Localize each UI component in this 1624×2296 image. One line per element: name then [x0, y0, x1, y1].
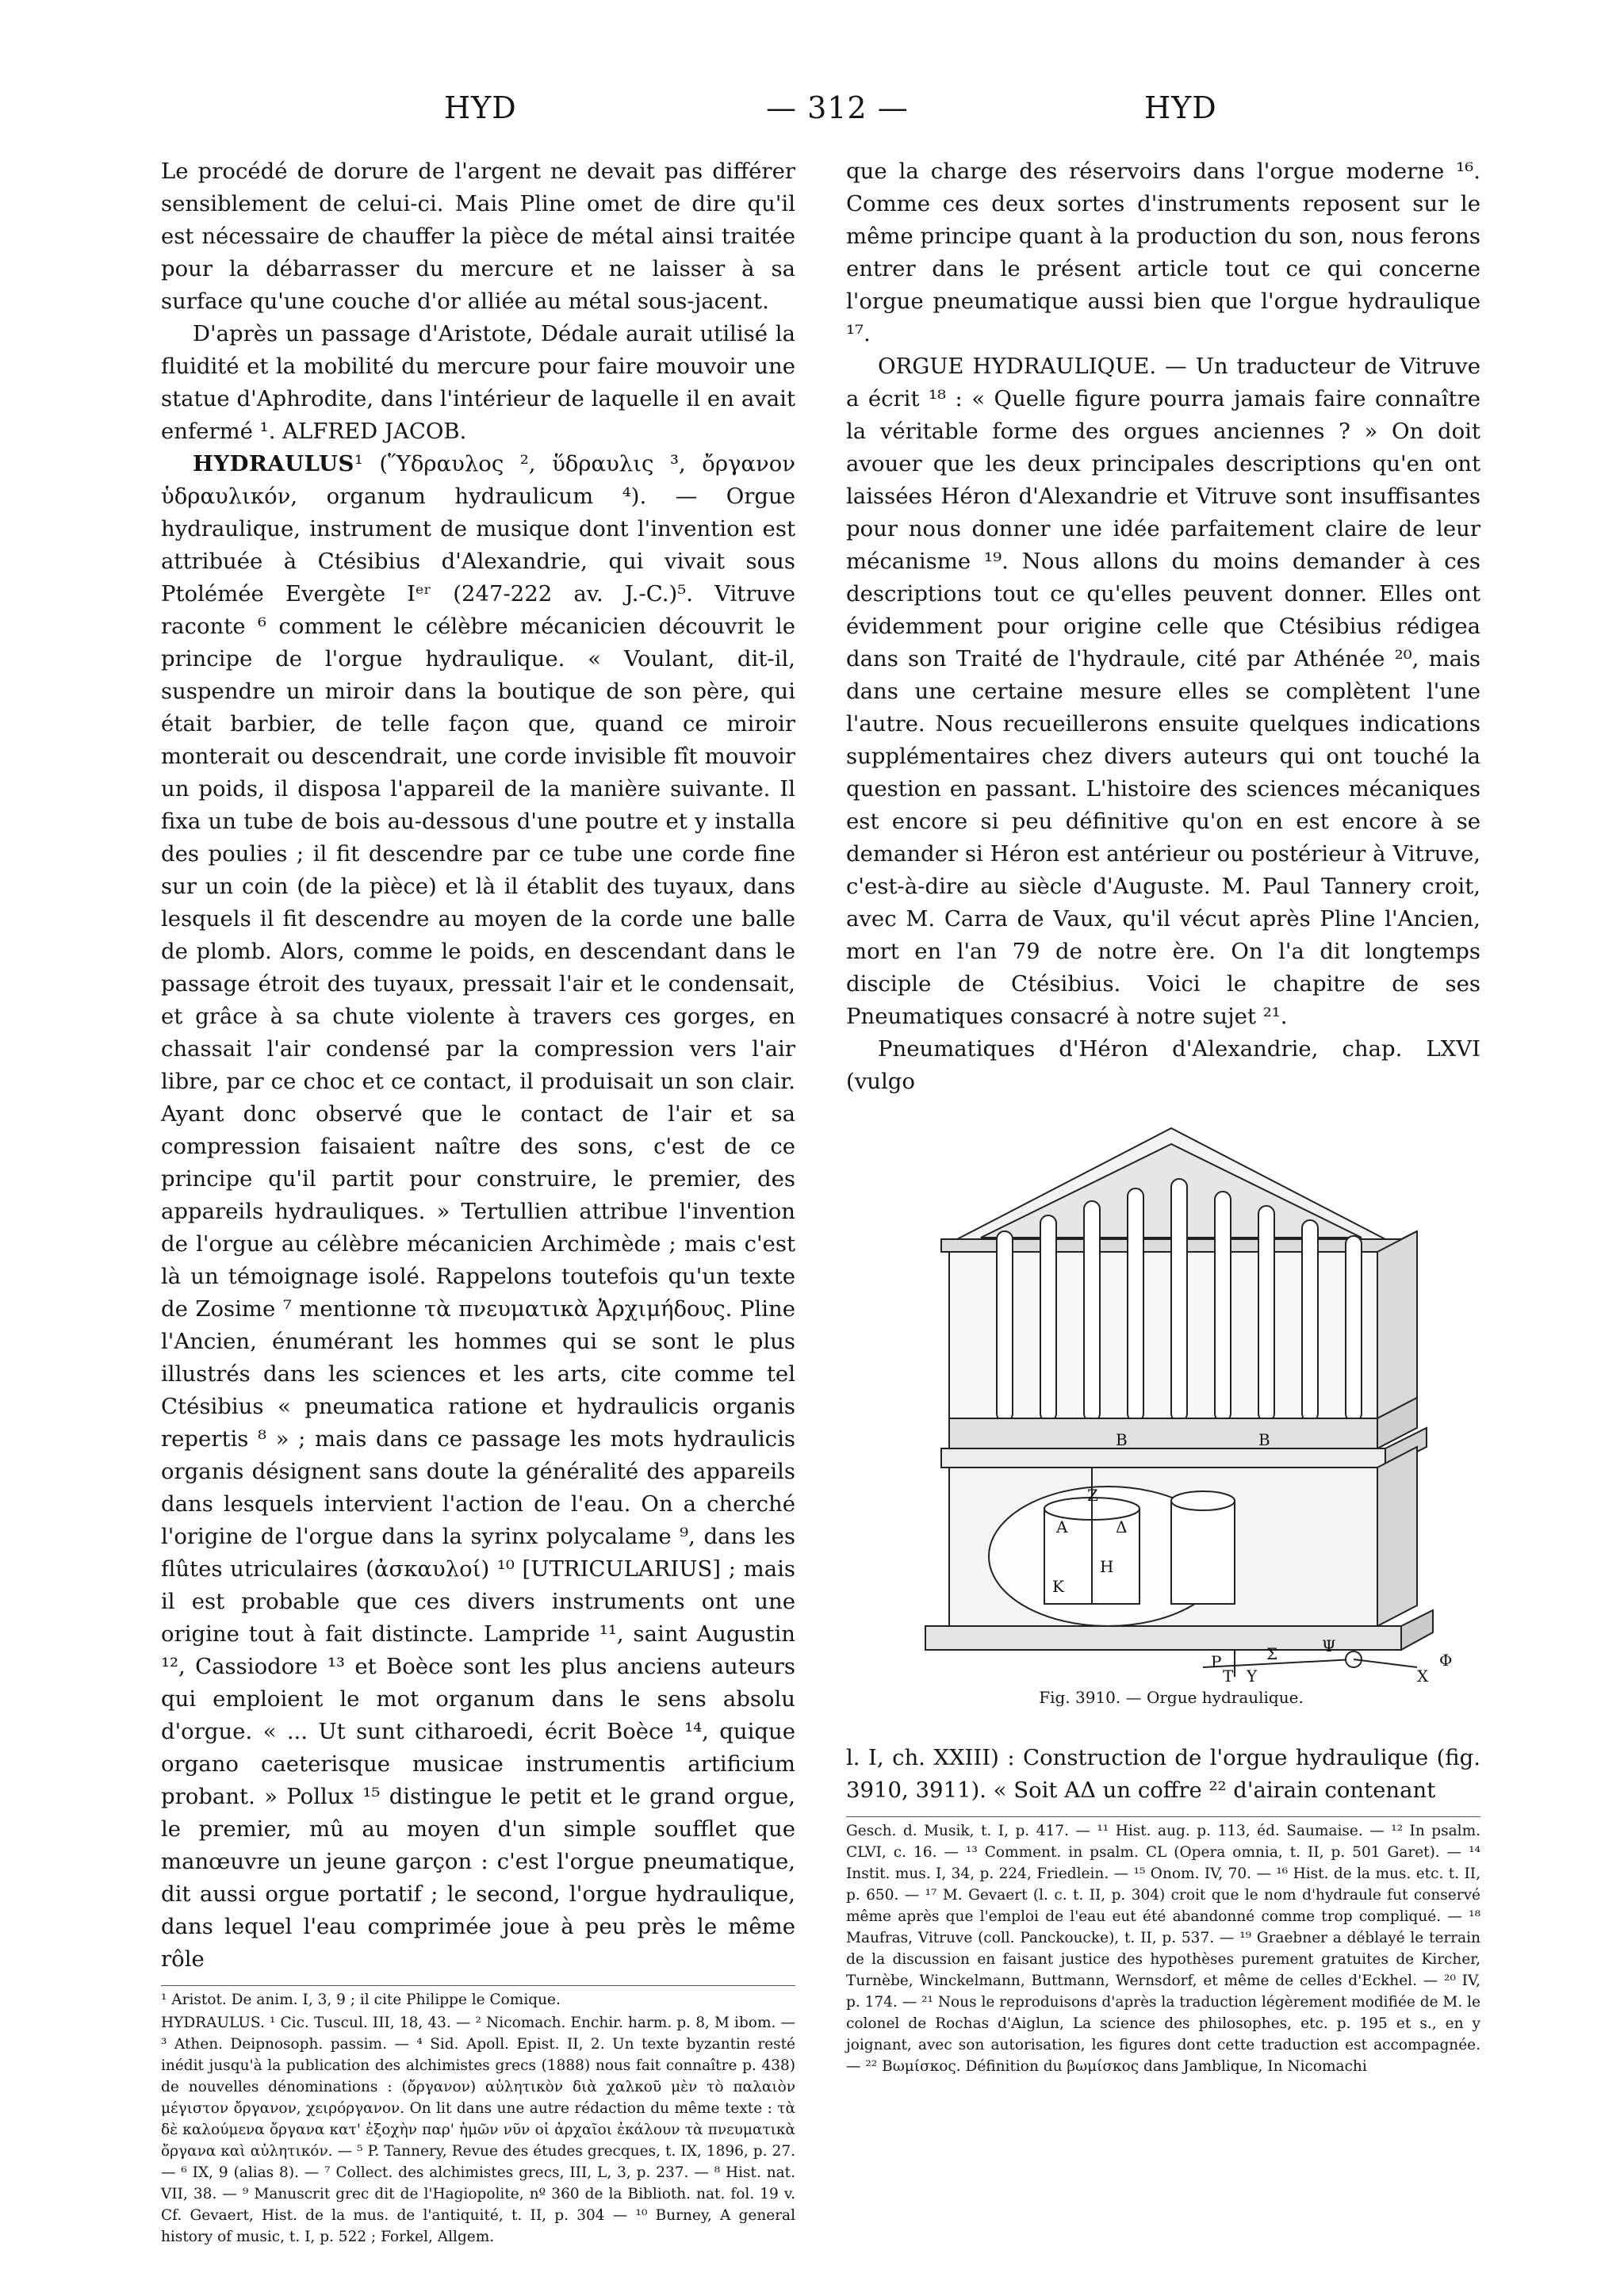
left-column [161, 155, 795, 2248]
paragraph: Pneumatiques d'Héron d'Alexandrie, chap. LXVI (vulgo [846, 1036, 1480, 1094]
running-header-left: HYD [444, 90, 517, 125]
footnote: Gesch. d. Musik, t. I, p. 417. — ¹¹ Hist. aug. p. 113, éd. Saumaise. — ¹² In psalm. CLVI, c. 16. — ¹³ Comment. in psalm. CL (Opera omnia, t. II, p. 501 Garet). — ¹⁴ Instit. mus. I, 34, p. 224, Friedlein. — ¹⁵ Onom. IV, 70. — ¹⁶ Hist. de la mus. etc. t. II, p. 650. — ¹⁷ M. Gevaert (l. c. t. II, p. 304) croit que le nom d'hydraule fut conservé même après que l'emploi de l'eau eut été abandonné comme trop compliqué. — ¹⁸ Maufras, Vitruve (coll. Panckoucke), t. II, p. 537. — ¹⁹ Graebner a déblayé le terrain de la discussion en faisant justice des hypothèses purement gratuites de Kircher, Turnèbe, Winckelmann, Buttmann, Wernsdorf, et même de celles d'Eckhel. — ²⁰ IV, p. 174. — ²¹ Nous le reproduisons d'après la traduction légèrement modifiée de M. le colonel de Rochas d'Aiglun, La science des philosophes, etc. p. 195 et s., en y joignant, avec son autorisation, les figures dont cette traduction est accompagnée. — ²² Βωμίσκος. Définition du βωμίσκος dans Jamblique, In Nicomachi [846, 1816, 1480, 2077]
fig-label: B [1116, 1430, 1128, 1449]
fig-label: B [1258, 1430, 1270, 1449]
fig-label: Φ [1439, 1651, 1453, 1670]
hydraulic-organ-illustration [862, 1112, 1480, 1683]
footnote: HYDRAULUS. ¹ Cic. Tuscul. III, 18, 43. — ² Nicomach. Enchir. harm. p. 8, M ibom. — ³ Athen. Deipnosoph. passim. — ⁴ Sid. Apoll. Epist. II, 2. Un texte byzantin resté inédit jusqu'à la publication des alchimistes grecs (1888) nous fait connaître p. 438) de nouvelles dénominations : (ὄργανον) αὐλητικὸν διὰ χαλκοῦ μὲν τὸ παλαιὸν μέγιστον ὄργανον, χειρόργανον. On lit dans une autre rédaction du même texte : τὰ δὲ καλούμενα ὄργανα κατ' ἐξοχὴν παρ' ἡμῶν νῦν οἱ ἀρχαῖοι ἐκάλουν τὰ πνευματικὰ ὄργανα καὶ αὐλητικόν. — ⁵ P. Tannery, Revue des études grecques, t. IX, 1896, p. 27. — ⁶ IX, 9 (alias 8). — ⁷ Collect. des alchimistes grecs, III, L, 3, p. 237. — ⁸ Hist. nat. VII, 38. — ⁹ Manuscrit grec dit de l'Hagiopolite, nº 360 de la Biblioth. nat. fol. 19 v. Cf. Gevaert, Hist. de la mus. de l'antiquité, t. II, p. 304 — ¹⁰ Burney, A general history of music, t. I, p. 522 ; Forkel, Allgem. [161, 2015, 795, 2245]
article-text: ¹ (Ὕδραυλος ², ὕδραυλις ³, ὄργανον ὑδραυλικόν, organum hydraulicum ⁴). — Orgue hydraulique, instrument de musique dont l'invention est attribuée à Ctésibius d'Alexandrie, qui vivait sous Ptolémée Evergète Iᵉʳ (247-222 av. J.-C.)⁵. Vitruve raconte ⁶ comment le célèbre mécanicien découvrit le principe de l'orgue hydraulique. « Voulant, dit-il, suspendre un miroir dans la boutique de son père, qui était barbier, de telle façon que, quand ce miroir monterait ou descendrait, une corde invisible fît mouvoir un poids, il disposa l'appareil de la manière suivante. Il fixa un tube de bois au-dessous d'une poutre et y installa des poulies ; il fit descendre par ce tube une corde fine sur un coin (de la pièce) et là il établit des tuyaux, dans lesquels il fit descendre au moyen de la corde une balle de plomb. Alors, comme le poids, en descendant dans le passage étroit des tuyaux, pressait l'air et le condensait, et grâce à sa chute violente à travers ces gorges, en chassait l'air condensé par la compression vers l'air libre, par ce choc et ce contact, il produisait un son clair. Ayant donc observé que le contact de l'air et sa compression faisaient naître des sons, c'est de ce principe qu'il partit pour construire, le premier, des appareils hydrauliques. » Tertullien attribue l'invention de l'orgue au célèbre mécanicien Archimède ; mais c'est là un témoignage isolé. Rappelons toutefois qu'un texte de Zosime ⁷ mentionne τὰ πνευματικὰ Ἀρχιμήδους. Pline l'Ancien, énumérant les hommes qui se sont le plus illustrés dans les sciences et les arts, cite comme tel Ctésibius « pneumatica ratione et hydraulicis organis repertis ⁸ » ; mais dans ce passage les mots hydraulicis organis désignent sans doute la généralité des appareils dans lesquels intervient l'action de l'eau. On a cherché l'origine de l'orgue dans la syrinx polycalame ⁹, dans les flûtes utriculaires (ἀσκαυλοί) ¹⁰ [UTRICULARIUS] ; mais il est probable que ces divers instruments ont une origine tout à fait distincte. Lampride ¹¹, saint Augustin ¹², Cassiodore ¹³ et Boèce sont les plus anciens auteurs qui emploient le mot organum dans le sens absolu d'orgue. « ... Ut sunt citharoedi, écrit Boèce ¹⁴, quique organo caeterisque musicae instrumentis artificium probant. » Pollux ¹⁵ distingue le petit et le grand orgue, le premier, mû au moyen d'un simple soufflet que manœuvre un jeune garçon : c'est l'orgue pneumatique, dit aussi orgue portatif ; le second, l'orgue hydraulique, dans lequel l'eau comprimée joue à peu près le même rôle [161, 451, 795, 1972]
figure-hydraulic-organ [862, 1112, 1480, 1731]
right-column [846, 155, 1480, 2077]
article-headword: HYDRAULUS [193, 451, 354, 476]
fig-label: H [1100, 1557, 1114, 1576]
fig-label: Σ [1266, 1644, 1278, 1663]
fig-label: Y [1247, 1667, 1258, 1683]
fig-label: K [1052, 1577, 1064, 1596]
running-header-right: HYD [1144, 90, 1217, 125]
fig-label: Ψ [1322, 1636, 1336, 1655]
paragraph: l. I, ch. XXIII) : Construction de l'orgue hydraulique (fig. 3910, 3911). « Soit AΔ un coffre ²² d'airain contenant [846, 1745, 1480, 1803]
fig-label: A [1056, 1517, 1068, 1536]
fig-label: Z [1087, 1486, 1098, 1505]
page-number: — 312 — [766, 90, 909, 125]
footnote: ¹ Aristot. De anim. I, 3, 9 ; il cite Philippe le Comique. [161, 1985, 795, 2011]
figure-caption: Fig. 3910. — Orgue hydraulique. [1039, 1688, 1304, 1707]
paragraph: ORGUE HYDRAULIQUE. — Un traducteur de Vitruve a écrit ¹⁸ : « Quelle figure pourra jamais faire connaître la véritable forme des orgues anciennes ? » On doit avouer que les deux principales descriptions qu'en ont laissées Héron d'Alexandrie et Vitruve sont insuffisantes pour nous donner une idée parfaitement claire de leur mécanisme ¹⁹. Nous allons du moins demander à ces descriptions tout ce qu'elles peuvent donner. Elles ont évidemment pour origine celle que Ctésibius rédigea dans son Traité de l'hydraule, cité par Athénée ²⁰, mais dans une certaine mesure elles se complètent l'une l'autre. Nous recueillerons ensuite quelques indications supplémentaires chez divers auteurs qui ont touché la question en passant. L'histoire des sciences mécaniques est encore si peu définitive qu'on en est encore à se demander si Héron est antérieur ou postérieur à Vitruve, c'est-à-dire au siècle d'Auguste. M. Paul Tannery croit, avec M. Carra de Vaux, qu'il vécut après Pline l'Ancien, mort en l'an 79 de notre ère. On l'a dit longtemps disciple de Ctésibius. Voici le chapitre de ses Pneumatiques consacré à notre sujet ²¹. [846, 354, 1480, 1029]
fig-label: T [1223, 1667, 1234, 1683]
article-hydraulus [161, 448, 795, 1976]
fig-label: X [1417, 1667, 1429, 1683]
fig-label: Δ [1116, 1517, 1128, 1536]
paragraph: que la charge des réservoirs dans l'orgue moderne ¹⁶. Comme ces deux sortes d'instruments reposent sur le même principe quant à la production du son, nous ferons entrer dans le présent article tout ce qui concerne l'orgue pneumatique aussi bien que l'orgue hydraulique ¹⁷. [846, 159, 1480, 346]
fig-label: P [1211, 1652, 1222, 1671]
paragraph: D'après un passage d'Aristote, Dédale aurait utilisé la fluidité et la mobilité du mercure pour faire mouvoir une statue d'Aphrodite, dans l'intérieur de laquelle il en avait enfermé ¹. ALFRED JACOB. [161, 321, 795, 444]
paragraph: Le procédé de dorure de l'argent ne devait pas différer sensiblement de celui-ci. Mais Pline omet de dire qu'il est nécessaire de chauffer la pièce de métal ainsi traitée pour la débarrasser du mercure et ne laisser à sa surface qu'une couche d'or alliée au métal sous-jacent. [161, 159, 795, 314]
